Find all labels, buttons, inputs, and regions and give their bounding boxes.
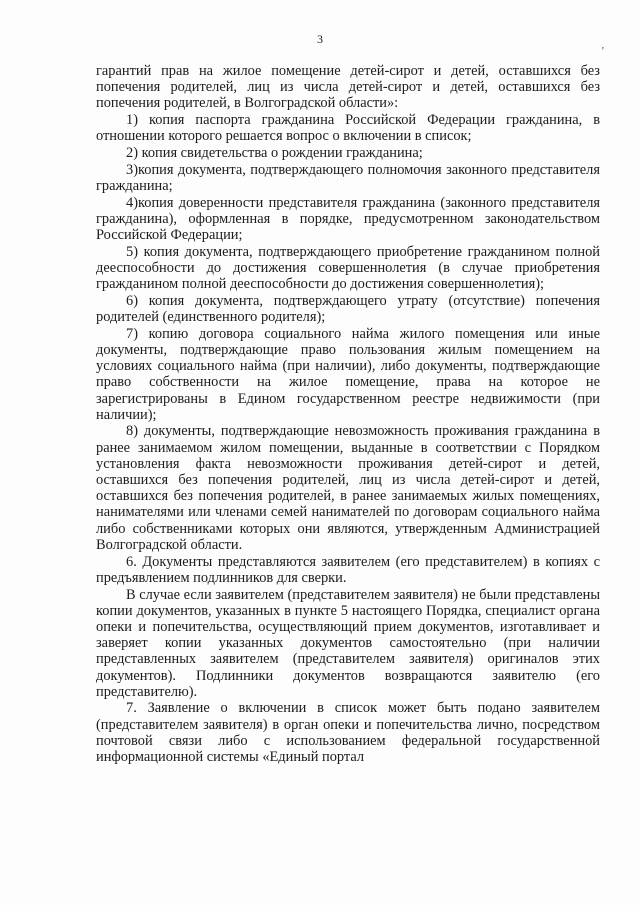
document-body: [96, 63, 600, 766]
paragraph-item-2: 2) копия свидетельства о рождении гражданина;: [126, 145, 423, 162]
paragraph-section-6: 6. Документы представляются заявителем (его представителем) в копиях с предъявлением подлинников для сверки.: [96, 553, 600, 586]
paragraph-item-3: 3)копия документа, подтверждающего полномочия законного представителя гражданина;: [96, 161, 600, 194]
paragraph-item-7: 7) копию договора социального найма жилого помещения или иные документы, подтверждающие право пользования жилым помещением на условиях социального найма (при наличии), либо документы, подтверждающие право собственности на жилое помещение, права на которое не зарегистрированы в Едином государственном реестре недвижимости (при наличии);: [96, 325, 600, 423]
paragraph-section-6-copies: В случае если заявителем (представителем заявителя) не были представлены копии документов, указанных в пункте 5 настоящего Порядка, специалист органа опеки и попечительства, осуществляющий прием документов, изготавливает и заверяет копии указанных документов самостоятельно (при наличии представленных заявителем (представителем заявителя) оригиналов этих документов). Подлинники документов возвращаются заявителю (его представителю).: [96, 586, 600, 700]
paragraph-item-1: 1) копия паспорта гражданина Российской Федерации гражданина, в отношении которого решается вопрос о включении в список;: [96, 112, 600, 145]
paragraph-section-7: 7. Заявление о включении в список может быть подано заявителем (представителем заявителя) в орган опеки и попечительства лично, посредством почтовой связи либо с использованием федеральной государственной информационной системы «Единый портал: [96, 700, 600, 766]
scan-speck: ': [602, 46, 604, 57]
paragraph-intro-continuation: гарантий прав на жилое помещение детей-сирот и детей, оставшихся без попечения родителей, лиц из числа детей-сирот и детей, оставшихся без попечения родителей, в Волгоградской области»:: [96, 63, 600, 112]
paragraph-item-5: 5) копия документа, подтверждающего приобретение гражданином полной дееспособности до достижения совершеннолетия (в случае приобретения гражданином полной дееспособности до достижения совершеннолетия);: [96, 243, 600, 293]
paragraph-item-8: 8) документы, подтверждающие невозможность проживания гражданина в ранее занимаемом жилом помещении, выданные в соответствии с Порядком установления факта невозможности проживания детей-сирот и детей, оставшихся без попечения родителей, лиц из числа детей-сирот и детей, оставшихся без попечения родителей, в ранее занимаемых жилых помещениях, нанимателями или членами семей нанимателей по договорам социального найма либо собственниками которых они являются, утвержденным Администрацией Волгоградской области.: [96, 423, 600, 553]
paragraph-item-4: 4)копия доверенности представителя гражданина (законного представителя гражданина), оформленная в порядке, предусмотренном законодательством Российской Федерации;: [96, 194, 600, 244]
page-number: 3: [317, 32, 323, 46]
paragraph-item-6: 6) копия документа, подтверждающего утрату (отсутствие) попечения родителей (единственного родителя);: [96, 292, 600, 326]
